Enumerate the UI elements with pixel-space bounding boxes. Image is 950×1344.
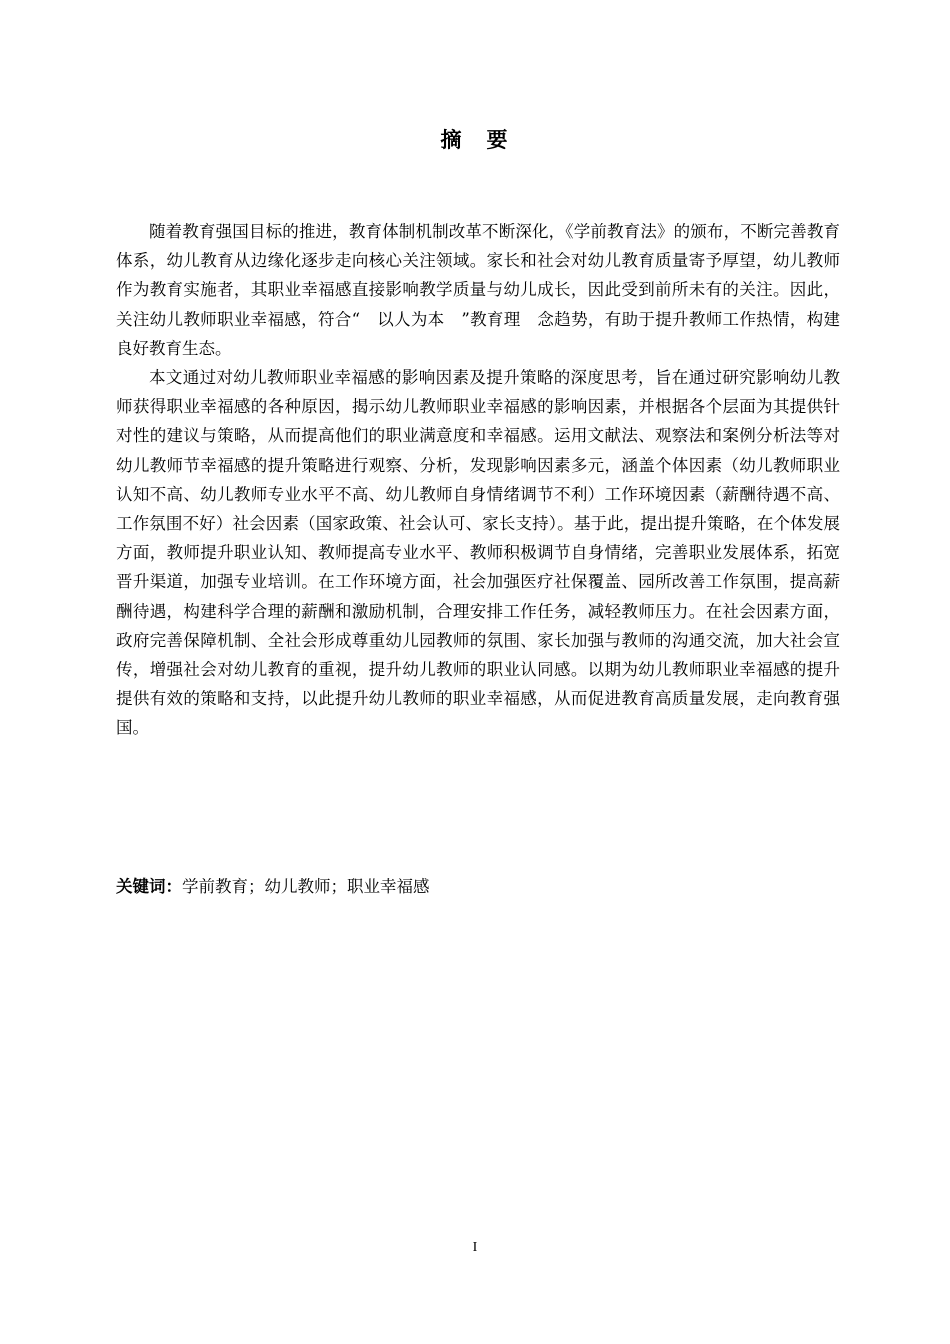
keywords-line <box>116 874 840 900</box>
page-title: 摘 要 <box>440 128 510 152</box>
abstract-paragraph-2: 本文通过对幼儿教师职业幸福感的影响因素及提升策略的深度思考，旨在通过研究影响幼儿教师获得职业幸福感的各种原因，揭示幼儿教师职业幸福感的影响因素，并根据各个层面为其提供针对性的建议与策略，从而提高他们的职业满意度和幸福感。运用文献法、观察法和案例分析法等对幼儿教师节幸福感的提升策略进行观察、分析，发现影响因素多元，涵盖个体因素（幼儿教师职业认知不高、幼儿教师专业水平不高、幼儿教师自身情绪调节不利）工作环境因素（薪酬待遇不高、工作氛围不好）社会因素（国家政策、社会认可、家长支持）。基于此，提出提升策略，在个体发展方面，教师提升职业认知、教师提高专业水平、教师积极调节自身情绪，完善职业发展体系，拓宽晋升渠道，加强专业培训。在工作环境方面，社会加强医疗社保覆盖、园所改善工作氛围，提高薪酬待遇，构建科学合理的薪酬和激励机制，合理安排工作任务，减轻教师压力。在社会因素方面，政府完善保障机制、全社会形成尊重幼儿园教师的氛围、家长加强与教师的沟通交流，加大社会宣传，增强社会对幼儿教育的重视，提升幼儿教师的职业认同感。以期为幼儿教师职业幸福感的提升提供有效的策略和支持，以此提升幼儿教师的职业幸福感，从而促进教育高质量发展，走向教育强国。 <box>116 368 840 738</box>
abstract-body <box>116 217 840 743</box>
keywords-value: 学前教育；幼儿教师；职业幸福感 <box>182 877 430 896</box>
abstract-paragraph-1: 随着教育强国目标的推进，教育体制机制改革不断深化，《学前教育法》的颁布，不断完善教育体系，幼儿教育从边缘化逐步走向核心关注领域。家长和社会对幼儿教育质量寄予厚望，幼儿教师作为教育实施者，其职业幸福感直接影响教学质量与幼儿成长，因此受到前所未有的关注。因此，关注幼儿教师职业幸福感，符合“ 以人为本 ”教育理 念趋势，有助于提升教师工作热情，构建良好教育生态。 <box>116 222 840 358</box>
keywords-label: 关键词： <box>116 877 182 896</box>
page-number: I <box>472 1240 478 1255</box>
